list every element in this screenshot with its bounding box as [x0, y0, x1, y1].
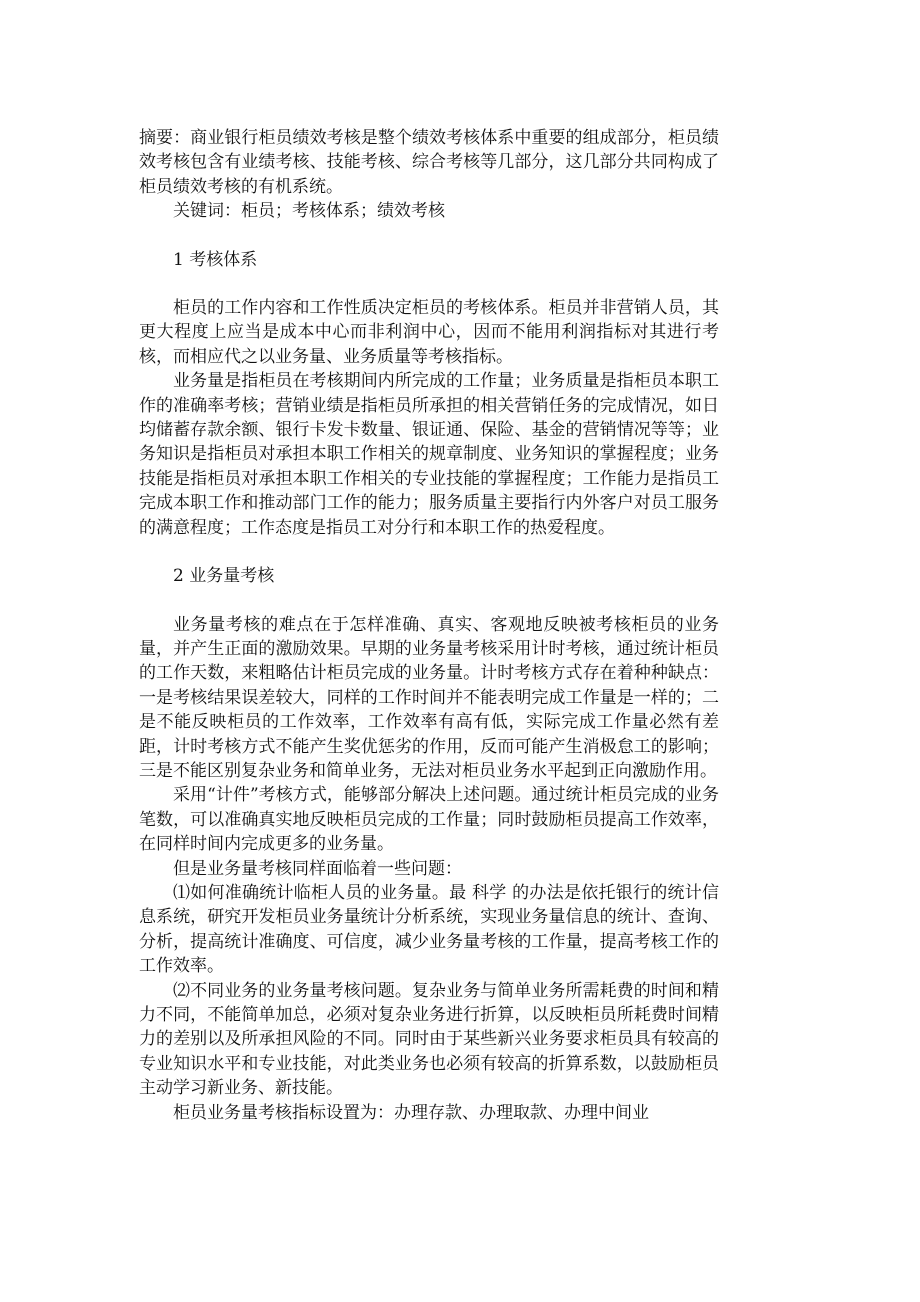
section-heading-2: 2 业务量考核	[173, 566, 275, 587]
paragraph: 业务量考核的难点在于怎样准确、真实、客观地反映被考核柜员的业务量，并产生正面的激励效果。早期的业务量考核采用计时考核，通过统计柜员的工作天数，来粗略估计柜员完成的业务量。计时考核方式存在着种种缺点：一是考核结果误差较大，同样的工作时间并不能表明完成工作量是一样的；二是不能反映柜员的工作效率，工作效率有高有低，实际完成工作量必然有差距，计时考核方式不能产生奖优惩劣的作用，反而可能产生消极怠工的影响；三是不能区别复杂业务和简单业务，无法对柜员业务水平起到正向激励作用。	[139, 614, 719, 781]
paragraph: 柜员业务量考核指标设置为：办理存款、办理取款、办理中间业	[173, 1102, 649, 1123]
section-heading-1: 1 考核体系	[173, 249, 258, 270]
keywords: 关键词：柜员；考核体系；绩效考核	[173, 201, 445, 222]
document-page	[139, 126, 719, 1125]
abstract: 摘要：商业银行柜员绩效考核是整个绩效考核体系中重要的组成部分，柜员绩效考核包含有业绩考核、技能考核、综合考核等几部分，这几部分共同构成了柜员绩效考核的有机系统。	[139, 128, 719, 197]
paragraph: 业务量是指柜员在考核期间内所完成的工作量；业务质量是指柜员本职工作的准确率考核；营销业绩是指柜员所承担的相关营销任务的完成情况，如日均储蓄存款余额、银行卡发卡数量、银证通、保险、基金的营销情况等等；业务知识是指柜员对承担本职工作相关的规章制度、业务知识的掌握程度；业务技能是指柜员对承担本职工作相关的专业技能的掌握程度；工作能力是指员工完成本职工作和推动部门工作的能力；服务质量主要指行内外客户对员工服务的满意程度；工作态度是指员工对分行和本职工作的热爱程度。	[139, 371, 719, 538]
paragraph: 但是业务量考核同样面临着一些问题：	[173, 858, 462, 879]
list-item: ⑵不同业务的业务量考核问题。复杂业务与简单业务所需耗费的时间和精力不同，不能简单加总，必须对复杂业务进行折算，以反映柜员所耗费时间精力的差别以及所承担风险的不同。同时由于某些新兴业务要求柜员具有较高的专业知识水平和专业技能，对此类业务也必须有较高的折算系数，以鼓励柜员主动学习新业务、新技能。	[139, 980, 719, 1099]
paragraph: 采用“计件”考核方式，能够部分解决上述问题。通过统计柜员完成的业务笔数，可以准确真实地反映柜员完成的工作量；同时鼓励柜员提高工作效率，在同样时间内完成更多的业务量。	[139, 785, 719, 855]
paragraph: 柜员的工作内容和工作性质决定柜员的考核体系。柜员并非营销人员，其更大程度上应当是成本中心而非利润中心，因而不能用利润指标对其进行考核，而相应代之以业务量、业务质量等考核指标。	[139, 298, 719, 367]
list-item: ⑴如何准确统计临柜人员的业务量。最 科学 的办法是依托银行的统计信息系统，研究开发柜员业务量统计分析系统，实现业务量信息的统计、查询、分析，提高统计准确度、可信度，减少业务量考核的工作量，提高考核工作的工作效率。	[139, 882, 719, 977]
